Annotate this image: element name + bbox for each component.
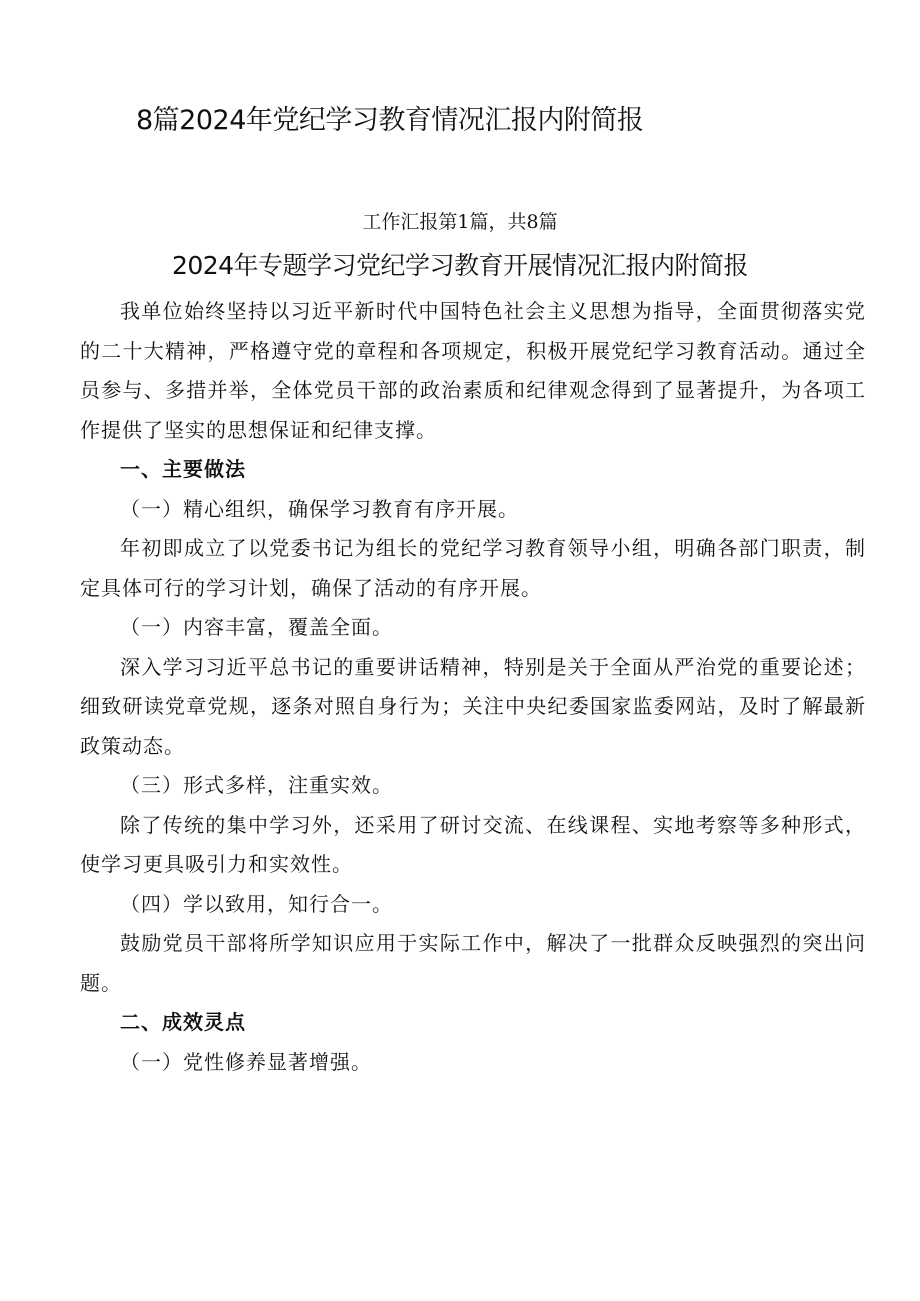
subheading-content: （一）内容丰富，覆盖全面。 <box>120 615 393 639</box>
intro-paragraph: 我单位始终坚持以习近平新时代中国特色社会主义思想为指导，全面贯彻落实党的二十大精神，严格遵守党的章程和各项规定，积极开展党纪学习教育活动。通过全员参与、多措并举，全体党员干部的政治素质和纪律观念得到了显著提升，为各项工作提供了坚实的思想保证和纪律支撑。 <box>80 299 866 442</box>
report-body <box>80 292 866 1082</box>
paragraph-organization: 年初即成立了以党委书记为组长的党纪学习教育领导小组，明确各部门职责，制定具体可行的学习计划，确保了活动的有序开展。 <box>80 536 866 600</box>
report-title: 2024年专题学习党纪学习教育开展情况汇报内附简报 <box>171 251 749 280</box>
paragraph-content: 深入学习习近平总书记的重要讲话精神，特别是关于全面从严治党的重要论述；细致研读党章党规，逐条对照自身行为；关注中央纪委国家监委网站，及时了解最新政策动态。 <box>80 654 866 758</box>
subheading-organization: （一）精心组织，确保学习教育有序开展。 <box>120 496 519 521</box>
document-title: 8篇2024年党纪学习教育情况汇报内附简报 <box>136 105 644 136</box>
subheading-forms: （三）形式多样，注重实效。 <box>120 773 393 797</box>
paragraph-application: 鼓励党员干部将所学知识应用于实际工作中，解决了一批群众反映强烈的突出问题。 <box>80 931 866 995</box>
paragraph-forms: 除了传统的集中学习外，还采用了研讨交流、在线课程、实地考察等多种形式，使学习更具吸引力和实效性。 <box>80 812 866 876</box>
subheading-application: （四）学以致用，知行合一。 <box>120 891 393 916</box>
section-heading-results: 二、成效灵点 <box>120 1010 246 1034</box>
part-label: 工作汇报第1篇，共8篇 <box>362 211 558 233</box>
section-heading-main-practices: 一、主要做法 <box>120 457 246 481</box>
subheading-party-spirit: （一）党性修养显著增强。 <box>120 1049 372 1074</box>
